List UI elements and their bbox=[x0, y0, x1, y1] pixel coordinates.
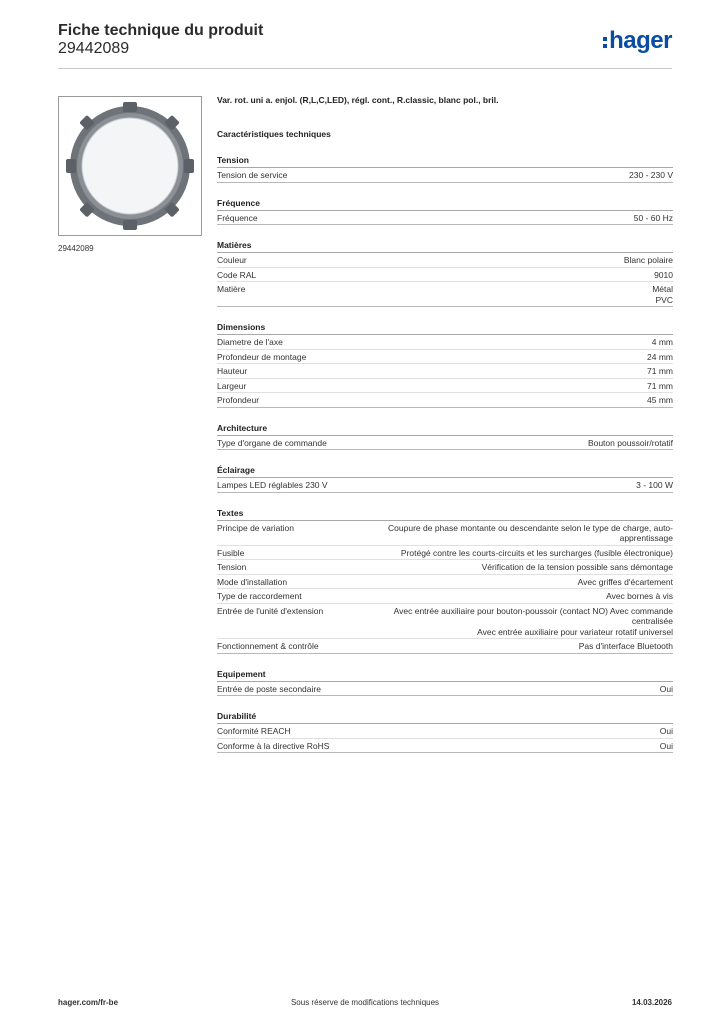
spec-value bbox=[297, 577, 673, 588]
spec-value-line: 3 - 100 W bbox=[636, 480, 673, 490]
spec-group bbox=[217, 236, 673, 307]
spec-row bbox=[217, 604, 673, 640]
spec-row bbox=[217, 379, 673, 394]
spec-label: Fréquence bbox=[217, 212, 258, 223]
mounting-ring-icon bbox=[59, 97, 201, 235]
spec-label: Hauteur bbox=[217, 366, 248, 376]
spec-label: Fonctionnement & contrôle bbox=[217, 641, 319, 651]
spec-row bbox=[217, 478, 673, 493]
spec-label: Fusible bbox=[217, 547, 245, 558]
page-header bbox=[58, 22, 672, 68]
spec-value-line: Pas d'interface Bluetooth bbox=[578, 641, 673, 651]
spec-group bbox=[217, 194, 673, 226]
spec-group-title: Equipement bbox=[217, 665, 673, 682]
spec-label: Matière bbox=[217, 284, 246, 294]
spec-value-line: PVC bbox=[655, 294, 673, 305]
spec-value-line: Avec griffes d'écartement bbox=[577, 576, 673, 587]
spec-value bbox=[316, 352, 673, 363]
spec-row bbox=[217, 393, 673, 408]
spec-value-line: 24 mm bbox=[647, 351, 673, 362]
spec-label: Tension bbox=[217, 562, 247, 572]
spec-value-line: 45 mm bbox=[647, 395, 673, 405]
spec-row bbox=[217, 560, 673, 575]
spec-row bbox=[217, 589, 673, 604]
spec-label: Conforme à la directive RoHS bbox=[217, 740, 330, 751]
spec-group bbox=[217, 707, 673, 753]
spec-value bbox=[333, 606, 673, 638]
spec-value bbox=[255, 284, 673, 305]
spec-value bbox=[329, 641, 673, 652]
document-number: 29442089 bbox=[58, 40, 130, 57]
spec-label: Profondeur bbox=[217, 395, 260, 405]
spec-value-line: Blanc polaire bbox=[623, 255, 673, 265]
spec-group-title: Durabilité bbox=[217, 707, 673, 724]
spec-group bbox=[217, 665, 673, 697]
product-description: Var. rot. uni a. enjol. (R,L,C,LED), régl. cont., R.classic, blanc pol., bril. bbox=[217, 95, 499, 105]
spec-value-line: Avec entrée auxiliaire pour variateur rotatif universel bbox=[477, 626, 673, 637]
spec-row bbox=[217, 739, 673, 754]
spec-value-line: Avec entrée auxiliaire pour bouton-poussoir (contact NO) Avec commande bbox=[393, 605, 673, 616]
spec-groups bbox=[217, 151, 673, 753]
spec-row bbox=[217, 253, 673, 268]
spec-label: Mode d'installation bbox=[217, 576, 288, 587]
spec-value bbox=[312, 591, 673, 602]
spec-value bbox=[268, 213, 673, 224]
spec-value bbox=[257, 255, 673, 266]
spec-value-line: Coupure de phase montante ou descendante selon le type de charge, auto- bbox=[388, 522, 673, 533]
spec-group-title: Fréquence bbox=[217, 194, 673, 211]
spec-row bbox=[217, 682, 673, 697]
spec-row bbox=[217, 335, 673, 350]
spec-value bbox=[331, 684, 673, 695]
spec-row bbox=[217, 282, 673, 307]
spec-row bbox=[217, 211, 673, 226]
spec-value bbox=[256, 562, 673, 573]
tech-characteristics-heading: Caractéristiques techniques bbox=[217, 129, 331, 139]
footer-website: hager.com/fr-be bbox=[58, 998, 119, 1007]
hager-logo bbox=[603, 28, 672, 54]
spec-value bbox=[254, 548, 673, 559]
spec-value bbox=[257, 366, 673, 377]
spec-value-line: centralisée bbox=[631, 616, 673, 626]
document-title: Fiche technique du produit bbox=[58, 22, 264, 39]
spec-row bbox=[217, 724, 673, 739]
footer-disclaimer: Sous réserve de modifications techniques bbox=[290, 998, 440, 1007]
spec-row bbox=[217, 350, 673, 365]
spec-row bbox=[217, 436, 673, 451]
spec-value bbox=[301, 726, 673, 737]
spec-value bbox=[297, 170, 673, 181]
spec-group-title: Tension bbox=[217, 151, 673, 168]
spec-group-title: Architecture bbox=[217, 419, 673, 436]
spec-label: Lampes LED réglables 230 V bbox=[217, 480, 328, 490]
product-image bbox=[58, 96, 202, 236]
spec-group bbox=[217, 461, 673, 493]
spec-label: Type de raccordement bbox=[217, 591, 302, 601]
spec-value bbox=[266, 270, 673, 281]
spec-content bbox=[217, 95, 673, 764]
spec-row bbox=[217, 546, 673, 561]
spec-label: Principe de variation bbox=[217, 522, 295, 533]
spec-row bbox=[217, 268, 673, 283]
spec-group bbox=[217, 151, 673, 183]
logo-dots-icon bbox=[603, 37, 607, 48]
spec-value-line: Avec bornes à vis bbox=[606, 591, 673, 601]
spec-value-line: Oui bbox=[659, 726, 673, 736]
spec-value-line: Métal bbox=[652, 284, 673, 294]
spec-label: Tension de service bbox=[217, 170, 288, 180]
spec-label: Profondeur de montage bbox=[217, 351, 307, 362]
spec-value bbox=[338, 480, 673, 491]
spec-value-line: apprentissage bbox=[619, 533, 673, 543]
header-divider bbox=[58, 68, 672, 69]
spec-group-title: Éclairage bbox=[217, 461, 673, 478]
spec-row bbox=[217, 521, 673, 546]
spec-value-line: 4 mm bbox=[651, 337, 673, 347]
spec-value-line: Oui bbox=[659, 740, 673, 751]
footer-date: 14.03.2026 bbox=[631, 998, 672, 1007]
spec-value-line: Bouton poussoir/rotatif bbox=[587, 437, 673, 448]
spec-label: Couleur bbox=[217, 255, 247, 265]
spec-row bbox=[217, 168, 673, 183]
spec-value-line: 71 mm bbox=[647, 366, 673, 376]
spec-group bbox=[217, 504, 673, 654]
spec-value-line: 50 - 60 Hz bbox=[633, 212, 673, 223]
spec-group bbox=[217, 419, 673, 451]
spec-label: Conformité REACH bbox=[217, 726, 291, 736]
spec-value bbox=[337, 438, 673, 449]
spec-value bbox=[293, 337, 673, 348]
spec-value bbox=[304, 523, 673, 544]
spec-row bbox=[217, 575, 673, 590]
spec-label: Diametre de l'axe bbox=[217, 337, 283, 347]
spec-value bbox=[256, 381, 673, 392]
spec-group-title: Dimensions bbox=[217, 318, 673, 335]
spec-value-line: 9010 bbox=[654, 269, 673, 280]
spec-label: Entrée de poste secondaire bbox=[217, 683, 321, 694]
spec-value-line: 71 mm bbox=[647, 380, 673, 391]
image-caption: 29442089 bbox=[58, 244, 94, 253]
spec-group-title: Matières bbox=[217, 236, 673, 253]
spec-value bbox=[339, 741, 673, 752]
spec-value-line: 230 - 230 V bbox=[629, 170, 673, 180]
spec-label: Largeur bbox=[217, 380, 247, 391]
spec-value bbox=[269, 395, 673, 406]
spec-label: Entrée de l'unité d'extension bbox=[217, 605, 324, 616]
spec-group bbox=[217, 318, 673, 408]
spec-label: Type d'organe de commande bbox=[217, 437, 327, 448]
spec-value-line: Oui bbox=[659, 683, 673, 694]
spec-label: Code RAL bbox=[217, 269, 257, 280]
spec-group-title: Textes bbox=[217, 504, 673, 521]
spec-value-line: Vérification de la tension possible sans démontage bbox=[481, 562, 673, 572]
spec-row bbox=[217, 639, 673, 654]
spec-row bbox=[217, 364, 673, 379]
logo-text: hager bbox=[609, 27, 672, 54]
spec-value-line: Protégé contre les courts-circuits et les surcharges (fusible électronique) bbox=[400, 547, 673, 558]
